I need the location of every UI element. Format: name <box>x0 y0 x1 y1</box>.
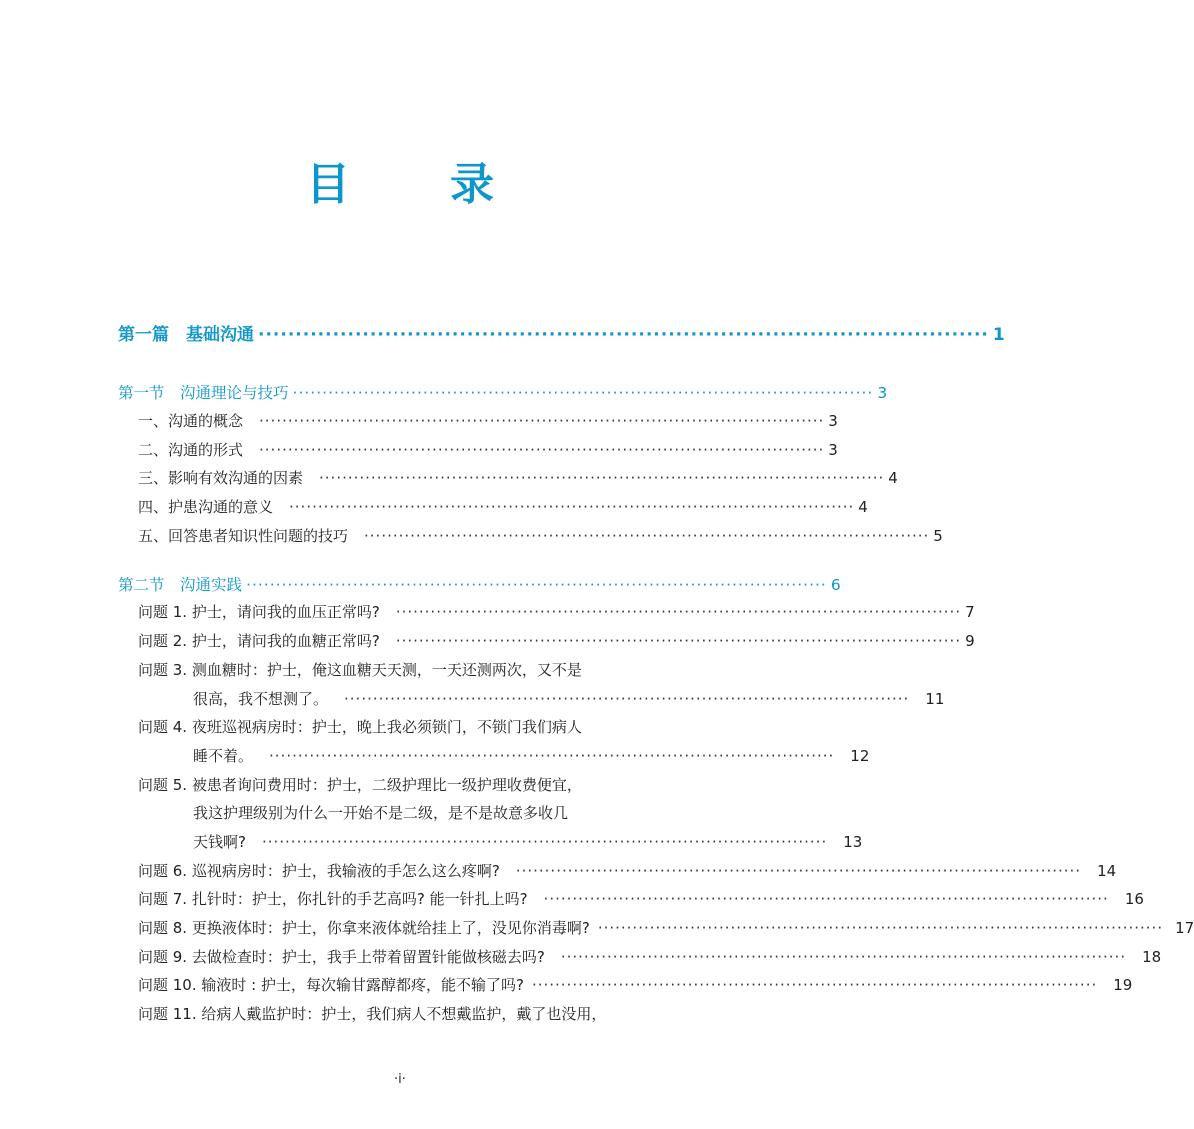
toc-page-number: 3 <box>828 412 838 430</box>
leader-dots: ·································································································· <box>319 469 885 487</box>
leader-dots: ·································································································· <box>246 576 827 594</box>
leader-dots: ·································································································· <box>292 384 874 402</box>
toc-page-number: 17 <box>1175 919 1194 937</box>
page-number-footer: ·i· <box>394 1072 406 1087</box>
toc-item-label: 五、回答患者知识性问题的技巧 <box>138 527 349 545</box>
toc-page-number: 6 <box>830 576 841 594</box>
toc-page-number: 19 <box>1113 976 1133 994</box>
leader-dots: ·································································································· <box>344 690 910 708</box>
leader-dots: ·································································································· <box>395 632 962 650</box>
leader-dots: ·································································································· <box>269 747 835 765</box>
leader-dots: ·································································································· <box>261 833 828 851</box>
toc-item[interactable] <box>138 467 898 488</box>
toc-item-label: 四、护患沟通的意义 <box>138 498 274 516</box>
toc-section-2[interactable] <box>118 573 841 595</box>
toc-question-label: 问题 1. 护士，请问我的血压正常吗? <box>138 603 380 621</box>
toc-question-label: 问题 9. 去做检查时：护士，我手上带着留置针能做核磁去吗? <box>138 948 545 966</box>
toc-question-label: 很高，我不想测了。 <box>193 690 329 708</box>
toc-page-number: 16 <box>1124 890 1144 908</box>
toc-section-label: 第一节 沟通理论与技巧 <box>118 384 289 402</box>
toc-page-number: 11 <box>925 690 945 708</box>
leader-dots: ·································································································· <box>258 325 989 345</box>
leader-dots: ·································································································· <box>515 862 1082 880</box>
toc-question[interactable] <box>138 601 975 622</box>
toc-section-label: 第二节 沟通实践 <box>118 576 243 594</box>
toc-page-number: 1 <box>992 325 1005 345</box>
toc-question[interactable] <box>138 917 1194 938</box>
toc-question-line: 问题 4. 夜班巡视病房时：护士，晚上我必须锁门，不锁门我们病人 <box>138 718 582 736</box>
toc-item[interactable] <box>138 439 838 460</box>
toc-item[interactable] <box>138 410 838 431</box>
toc-item-label: 一、沟通的概念 <box>138 412 244 430</box>
leader-dots: ·································································································· <box>289 498 855 516</box>
toc-question[interactable] <box>193 745 870 766</box>
leader-dots: ·································································································· <box>531 976 1098 994</box>
leader-dots: ·································································································· <box>543 890 1109 908</box>
toc-question-label: 问题 2. 护士，请问我的血糖正常吗? <box>138 632 380 650</box>
toc-question[interactable] <box>193 831 863 852</box>
page-title: 目 录 <box>306 159 522 210</box>
toc-item-label: 三、影响有效沟通的因素 <box>138 469 304 487</box>
toc-question-label: 问题 10. 输液时 : 护士，每次输甘露醇都疼，能不输了吗? <box>138 976 524 994</box>
toc-question[interactable] <box>193 688 945 709</box>
toc-page-number: 7 <box>965 603 975 621</box>
toc-item[interactable] <box>138 525 943 546</box>
leader-dots: ·································································································· <box>560 948 1127 966</box>
leader-dots: ·································································································· <box>259 412 825 430</box>
leader-dots: ·································································································· <box>597 919 1164 937</box>
toc-question-line: 问题 5. 被患者询问费用时：护士，二级护理比一级护理收费便宜， <box>138 776 582 794</box>
toc-page-number: 18 <box>1142 948 1162 966</box>
toc-question[interactable] <box>138 974 1133 995</box>
toc-page-number: 5 <box>933 527 943 545</box>
toc-question-label: 问题 6. 巡视病房时：护士，我输液的手怎么这么疼啊? <box>138 862 500 880</box>
toc-item-label: 二、沟通的形式 <box>138 441 244 459</box>
toc-page-number: 4 <box>858 498 868 516</box>
toc-page-number: 9 <box>965 632 975 650</box>
toc-item[interactable] <box>138 496 868 517</box>
leader-dots: ·································································································· <box>364 527 930 545</box>
toc-question-line: 问题 3. 测血糖时：护士，俺这血糖天天测，一天还测两次，又不是 <box>138 661 582 679</box>
toc-question-label: 天钱啊? <box>193 833 246 851</box>
toc-question-label: 问题 8. 更换液体时：护士，你拿来液体就给挂上了，没见你消毒啊? <box>138 919 590 937</box>
toc-question[interactable] <box>138 888 1144 909</box>
toc-question-label: 问题 7. 扎针时：护士，你扎针的手艺高吗? 能一针扎上吗? <box>138 890 528 908</box>
toc-part-label: 第一篇 基础沟通 <box>118 325 254 345</box>
toc-page-number: 12 <box>850 747 870 765</box>
toc-page-number: 3 <box>828 441 838 459</box>
toc-part-1[interactable] <box>118 320 1005 345</box>
toc-question-line: 问题 11. 给病人戴监护时：护士，我们病人不想戴监护，戴了也没用， <box>138 1005 607 1023</box>
leader-dots: ·································································································· <box>259 441 825 459</box>
toc-question-line: 我这护理级别为什么一开始不是二级，是不是故意多收几 <box>193 804 569 822</box>
toc-section-1[interactable] <box>118 381 888 403</box>
toc-page-number: 13 <box>843 833 863 851</box>
leader-dots: ·································································································· <box>395 603 962 621</box>
toc-question[interactable] <box>138 860 1117 881</box>
toc-question-label: 睡不着。 <box>193 747 254 765</box>
toc-page-number: 14 <box>1097 862 1117 880</box>
toc-page-number: 4 <box>888 469 898 487</box>
toc-page-number: 3 <box>877 384 888 402</box>
toc-question[interactable] <box>138 946 1162 967</box>
toc-question[interactable] <box>138 630 975 651</box>
